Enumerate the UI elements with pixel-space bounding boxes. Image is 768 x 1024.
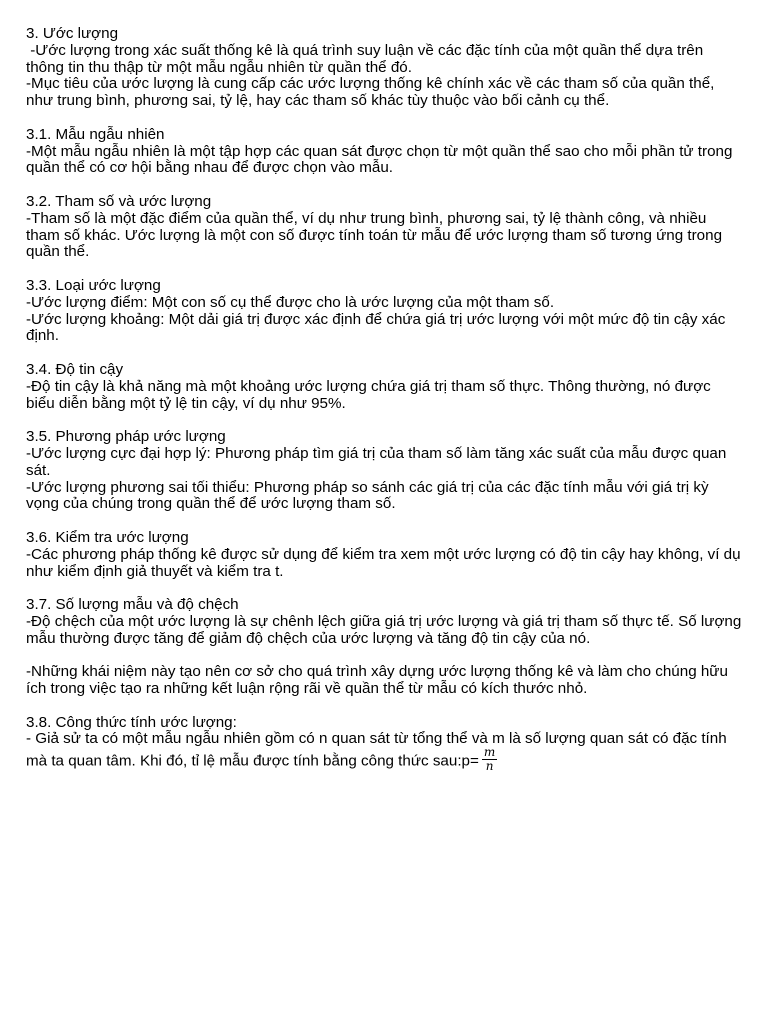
sample-proportion-fraction: [482, 746, 497, 773]
paragraph: -Ước lượng cực đại hợp lý: Phương pháp tìm giá trị của tham số làm tăng xác suất của mẫu được quan sát.: [26, 444, 727, 479]
section-estimation-formula: [26, 715, 742, 776]
paragraph: -Ước lượng điểm: Một con số cụ thể được cho là ước lượng của một tham số.: [26, 293, 555, 311]
section-estimate-types: [26, 278, 742, 345]
section-parameters-and-estimates: [26, 194, 742, 261]
section-sample-size-and-bias: [26, 597, 742, 647]
paragraph: -Ước lượng phương sai tối thiểu: Phương pháp so sánh các giá trị của các đặc tính mẫu với giá trị kỳ vọng của chúng trong quần thể để ước lượng tham số.: [26, 478, 709, 513]
paragraph: -Một mẫu ngẫu nhiên là một tập hợp các quan sát được chọn từ một quần thể sao cho mỗi phần tử trong quần thể có cơ hội bằng nhau để được chọn vào mẫu.: [26, 142, 733, 177]
document-page: [26, 26, 742, 792]
section-heading: 3.3. Loại ước lượng: [26, 276, 161, 294]
fraction-denominator: n: [485, 759, 494, 774]
section-heading: 3.2. Tham số và ước lượng: [26, 192, 212, 210]
paragraph: -Mục tiêu của ước lượng là cung cấp các ước lượng thống kê chính xác về các tham số của quần thể, như trung bình, phương sai, tỷ lệ, hay các tham số khác tùy thuộc vào bối cảnh cụ thể.: [26, 75, 715, 110]
section-estimation: [26, 26, 742, 110]
section-heading: 3.8. Công thức tính ước lượng:: [26, 713, 237, 731]
fraction-numerator: m: [483, 745, 496, 760]
paragraph: -Ước lượng khoảng: Một dải giá trị được xác định để chứa giá trị ước lượng với một mức độ tin cậy xác định.: [26, 310, 726, 345]
formula-text: - Giả sử ta có một mẫu ngẫu nhiên gồm có n quan sát từ tổng thể và m là số lượng quan sát có đặc tính mà ta quan tâm. Khi đó, tỉ lệ mẫu được tính bằng công thức sau:p=: [26, 730, 727, 770]
paragraph: -Độ chệch của một ước lượng là sự chênh lệch giữa giá trị ước lượng và giá trị tham số thực tế. Số lượng mẫu thường được tăng để giảm độ chệch của ước lượng và tăng độ tin cậy của nó.: [26, 612, 742, 647]
section-heading: 3.1. Mẫu ngẫu nhiên: [26, 125, 165, 143]
section-heading: 3.5. Phương pháp ước lượng: [26, 428, 226, 446]
section-estimate-testing: [26, 530, 742, 580]
paragraph: -Các phương pháp thống kê được sử dụng để kiểm tra xem một ước lượng có độ tin cậy hay không, ví dụ như kiểm định giả thuyết và kiểm tra t.: [26, 545, 741, 580]
paragraph: -Ước lượng trong xác suất thống kê là quá trình suy luận về các đặc tính của một quần thể dựa trên thông tin thu thập từ một mẫu ngẫu nhiên từ quần thể đó.: [26, 41, 708, 76]
section-heading: 3.6. Kiểm tra ước lượng: [26, 528, 189, 546]
section-heading: 3.7. Số lượng mẫu và độ chệch: [26, 596, 239, 614]
closing-paragraph-block: [26, 664, 742, 698]
section-heading: 3. Ước lượng: [26, 25, 119, 42]
paragraph: -Tham số là một đặc điểm của quần thể, ví dụ như trung bình, phương sai, tỷ lệ thành công, và nhiều tham số khác. Ước lượng là một con số được tính toán từ mẫu để ước lượng tham số tương ứng trong quần thể.: [26, 209, 723, 261]
section-estimation-methods: [26, 429, 742, 513]
section-random-sample: [26, 127, 742, 177]
section-heading: 3.4. Độ tin cậy: [26, 360, 124, 378]
formula-paragraph: [26, 731, 742, 775]
section-confidence: [26, 362, 742, 412]
closing-paragraph: -Những khái niệm này tạo nên cơ sở cho quá trình xây dựng ước lượng thống kê và làm cho chúng hữu ích trong việc tạo ra những kết luận rộng rãi về quần thể từ mẫu có kích thước nhỏ.: [26, 663, 728, 698]
paragraph: -Độ tin cậy là khả năng mà một khoảng ước lượng chứa giá trị tham số thực. Thông thường, nó được biểu diễn bằng một tỷ lệ tin cậy, ví dụ như 95%.: [26, 377, 711, 412]
